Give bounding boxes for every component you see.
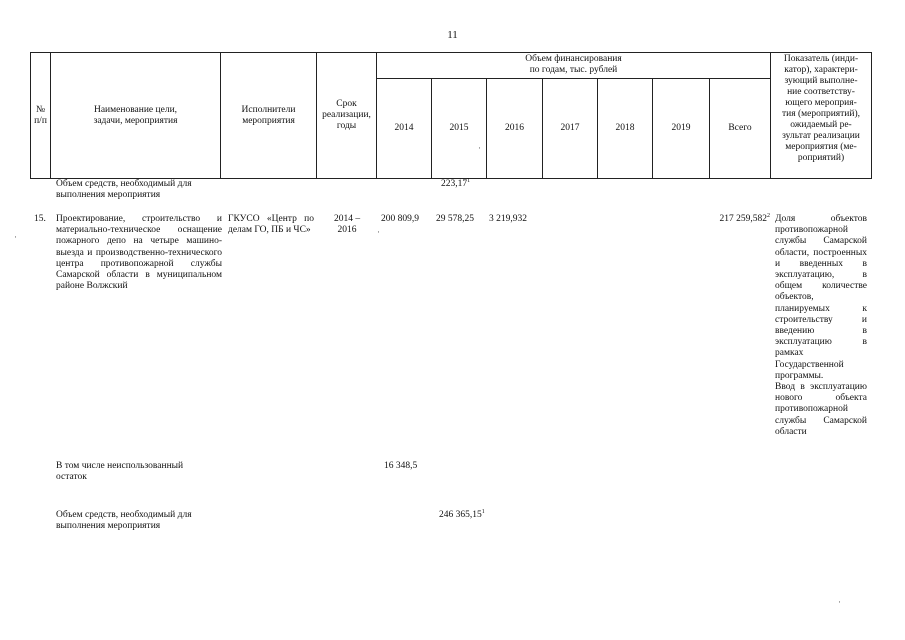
table-header xyxy=(30,52,872,179)
unused-remainder-label: В том числе неиспользованный остаток xyxy=(56,461,184,483)
col-year-2014-header: 2014 xyxy=(377,79,432,179)
item-indicator xyxy=(775,214,867,438)
item-value-2016: 3 219,932 xyxy=(489,214,527,224)
col-year-2016-header: 2016 xyxy=(487,79,543,179)
item-indicator-part-2: Ввод в эксплуатацию нового объекта противопожарной службы Самарской области xyxy=(775,382,867,437)
top-volume-label: Объем средств, необходимый для выполнения мероприятия xyxy=(56,179,192,201)
col-name-header: Наименование цели, задачи, мероприятия xyxy=(51,53,221,179)
col-executors-header: Исполнители мероприятия xyxy=(221,53,317,179)
col-year-2018-header: 2018 xyxy=(598,79,653,179)
bottom-volume-2015: 246 365,15$^1$ xyxy=(439,508,485,520)
scan-speck: · xyxy=(478,143,481,153)
page-number: 11 xyxy=(447,29,458,41)
item-value-2015: 29 578,25 xyxy=(436,214,474,224)
unused-remainder-2014: 16 348,5 xyxy=(384,461,418,471)
item-value-2014: 200 809,9 xyxy=(381,214,419,224)
col-total-header: Всего xyxy=(710,79,771,179)
item-executor: ГКУСО «Центр по делам ГО, ПБ и ЧС» xyxy=(228,214,314,236)
col-term-header: Срок реализации, годы xyxy=(317,53,377,179)
top-volume-2015: 223,17$^1$ xyxy=(441,177,471,189)
col-year-2015-header: 2015 xyxy=(432,79,487,179)
col-indicator-header: Показатель (инди- катор), характери- зующий выполне- ние соответству- ющего мероприя- тия (мероприятий), ожидаемый ре- зультат реализации мероприятия (ме- роприятий) xyxy=(771,53,872,179)
item-value-total: 217 259,582$^2$ xyxy=(719,212,770,224)
item-term: 2014 – 2016 xyxy=(333,214,361,236)
col-year-2017-header: 2017 xyxy=(543,79,598,179)
funding-group-header: Объем финансирования по годам, тыс. рублей xyxy=(377,53,771,79)
scan-speck: · xyxy=(377,227,380,237)
item-name: Проектирование, строительство и материально-техническое оснащение пожарного депо на четыре машино-выезда и производственно-технического центра противопожарной службы Самарской области в муниципальном районе Волжский xyxy=(56,214,222,292)
bottom-volume-label: Объем средств, необходимый для выполнения мероприятия xyxy=(56,510,192,532)
col-year-2019-header: 2019 xyxy=(653,79,710,179)
item-number: 15. xyxy=(34,214,46,224)
item-indicator-part-1: Доля объектов противопожарной службы Самарской области, построенных и введенных в эксплуатацию, в общем количестве объектов, планируемых к строительству и введению в эксплуатацию в рамках Государственной программы. xyxy=(775,214,867,381)
scan-speck: · xyxy=(14,232,17,242)
col-num-header: № п/п xyxy=(31,53,51,179)
scan-speck: · xyxy=(838,597,841,607)
